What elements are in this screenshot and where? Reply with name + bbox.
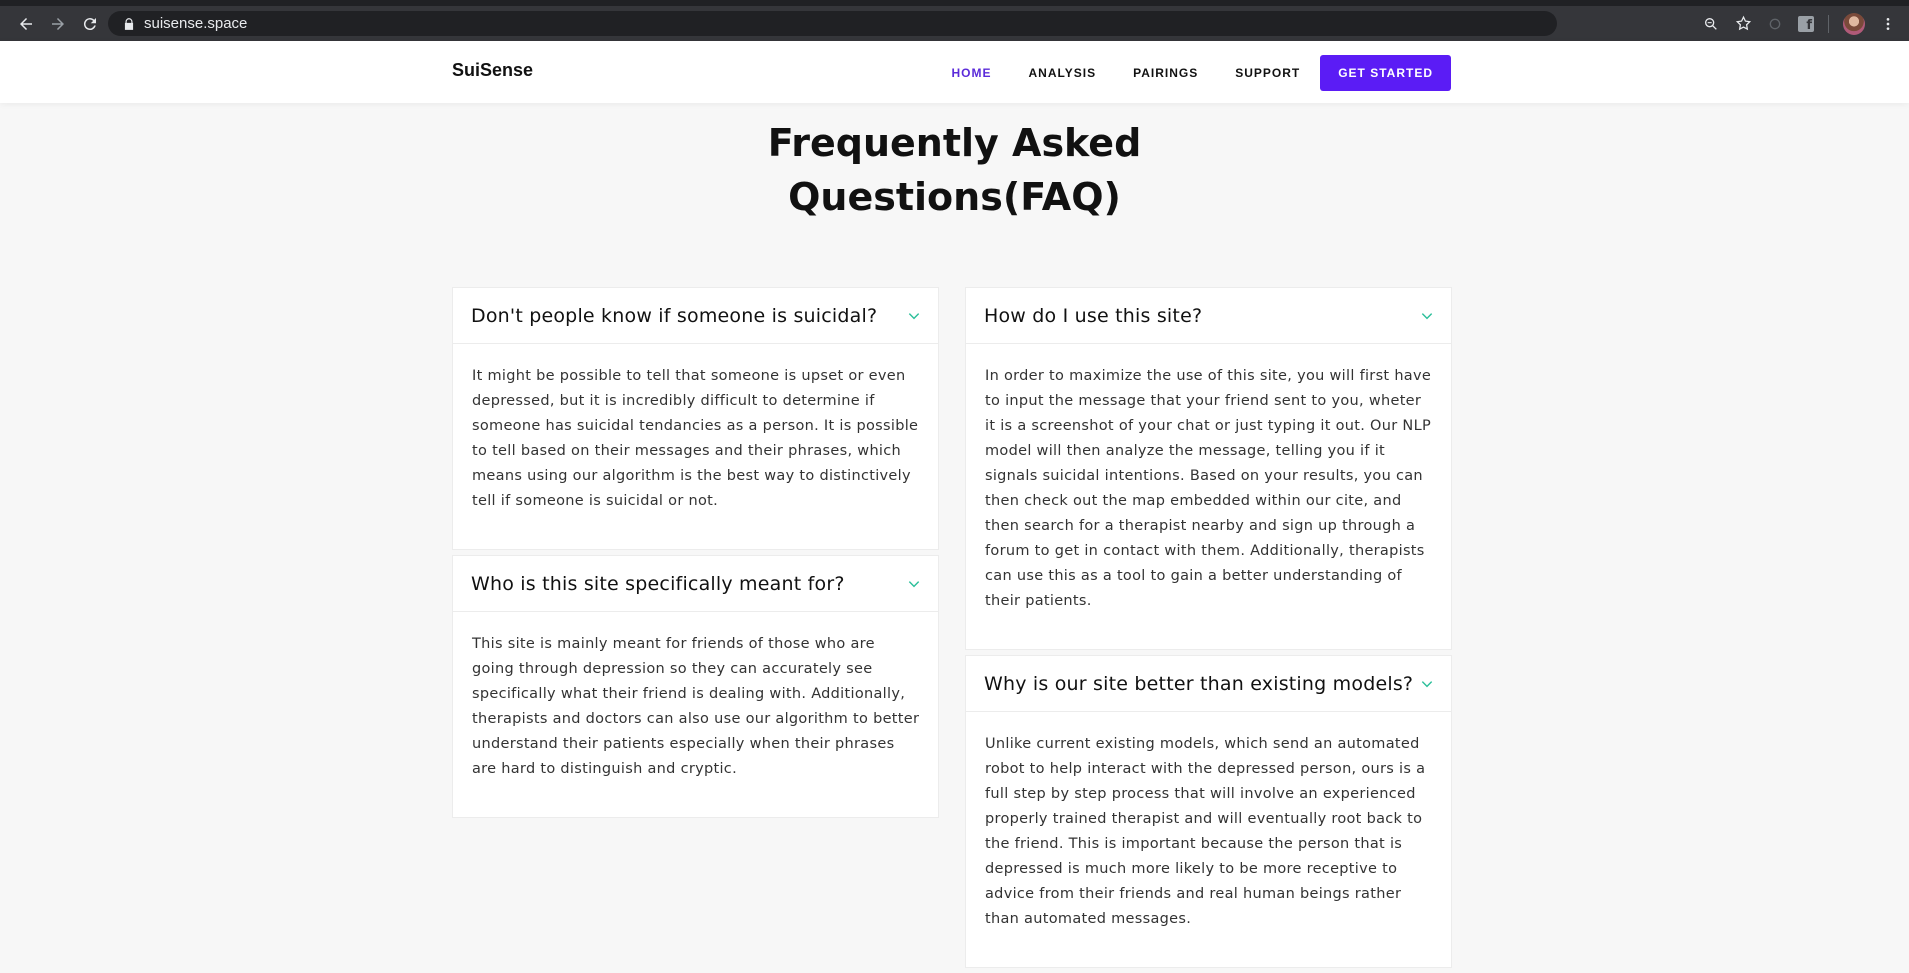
faq-question: How do I use this site? bbox=[984, 304, 1203, 327]
back-icon[interactable] bbox=[12, 10, 40, 38]
url-text: suisense.space bbox=[144, 15, 248, 32]
get-started-button[interactable]: GET STARTED bbox=[1320, 55, 1451, 91]
reload-icon[interactable] bbox=[76, 10, 104, 38]
brand-logo[interactable]: SuiSense bbox=[452, 60, 534, 80]
chevron-down-icon[interactable] bbox=[907, 309, 921, 323]
nav-support[interactable]: SUPPORT bbox=[1235, 66, 1301, 80]
faq-question: Don't people know if someone is suicidal? bbox=[471, 304, 878, 327]
faq-item bbox=[452, 555, 939, 818]
faq-answer: It might be possible to tell that someone is upset or even depressed, but it is incredibly difficult to determine if someone has suicidal tendancies as a person. It is possible to tell based on their messages and their phrases, which means using our algorithm is the best way to distinctively tell if someone is suicidal or not. bbox=[472, 368, 919, 509]
site-header bbox=[0, 41, 1909, 103]
facebook-icon[interactable] bbox=[1798, 16, 1814, 32]
faq-question: Who is this site specifically meant for? bbox=[471, 572, 845, 595]
lock-icon bbox=[122, 17, 136, 31]
star-icon[interactable] bbox=[1734, 15, 1752, 33]
faq-question-header[interactable] bbox=[453, 288, 938, 344]
nav-analysis[interactable]: ANALYSIS bbox=[1028, 66, 1097, 80]
faq-question-header[interactable] bbox=[966, 288, 1451, 344]
nav-home[interactable]: HOME bbox=[951, 66, 992, 80]
faq-column-right bbox=[965, 287, 1452, 973]
browser-toolbar bbox=[0, 0, 1909, 41]
chevron-down-icon[interactable] bbox=[1420, 677, 1434, 691]
page-title bbox=[0, 116, 1909, 224]
faq-column-left bbox=[452, 287, 939, 823]
page-title-line-1: Frequently Asked bbox=[767, 121, 1142, 165]
page-title-line-2: Questions(FAQ) bbox=[788, 175, 1121, 219]
faq-answer: This site is mainly meant for friends of those who are going through depression so they can accurately see specifically what their friend is dealing with. Additionally, therapists and doctors can also use our algorithm to better understand their patients especially when their phrases are hard to distinguish and cryptic. bbox=[472, 636, 920, 777]
menu-icon[interactable] bbox=[1879, 15, 1897, 33]
chevron-down-icon[interactable] bbox=[907, 577, 921, 591]
faq-question-header[interactable] bbox=[453, 556, 938, 612]
forward-icon[interactable] bbox=[44, 10, 72, 38]
faq-question-header[interactable] bbox=[966, 656, 1451, 712]
extension-icon[interactable] bbox=[1766, 15, 1784, 33]
avatar[interactable] bbox=[1843, 13, 1865, 35]
zoom-icon[interactable] bbox=[1702, 15, 1720, 33]
faq-answer: Unlike current existing models, which send an automated robot to help interact with the depressed person, ours is a full step by step process that will involve an experienced properly trained therapist and will eventually root back to the friend. This is important because the person that is depressed is much more likely to be more receptive to advice from their friends and real human beings rather than automated messages. bbox=[985, 736, 1426, 927]
faq-item bbox=[452, 287, 939, 550]
address-bar[interactable] bbox=[108, 11, 1557, 36]
nav-pairings[interactable]: PAIRINGS bbox=[1133, 66, 1199, 80]
main-nav bbox=[915, 55, 1452, 91]
faq-question: Why is our site better than existing models? bbox=[984, 672, 1414, 695]
faq-answer: In order to maximize the use of this site, you will first have to input the message that your friend sent to you, wheter it is a screenshot of your chat or just typing it out. Our NLP model will then analyze the message, telling you if it signals suicidal intentions. Based on your results, you can then check out the map embedded within our cite, and then search for a therapist nearby and sign up through a forum to get in contact with them. Additionally, therapists can use this as a tool to gain a better understanding of their patients. bbox=[985, 368, 1432, 609]
toolbar-divider bbox=[1828, 15, 1829, 33]
chevron-down-icon[interactable] bbox=[1420, 309, 1434, 323]
faq-item bbox=[965, 287, 1452, 650]
faq-item bbox=[965, 655, 1452, 968]
